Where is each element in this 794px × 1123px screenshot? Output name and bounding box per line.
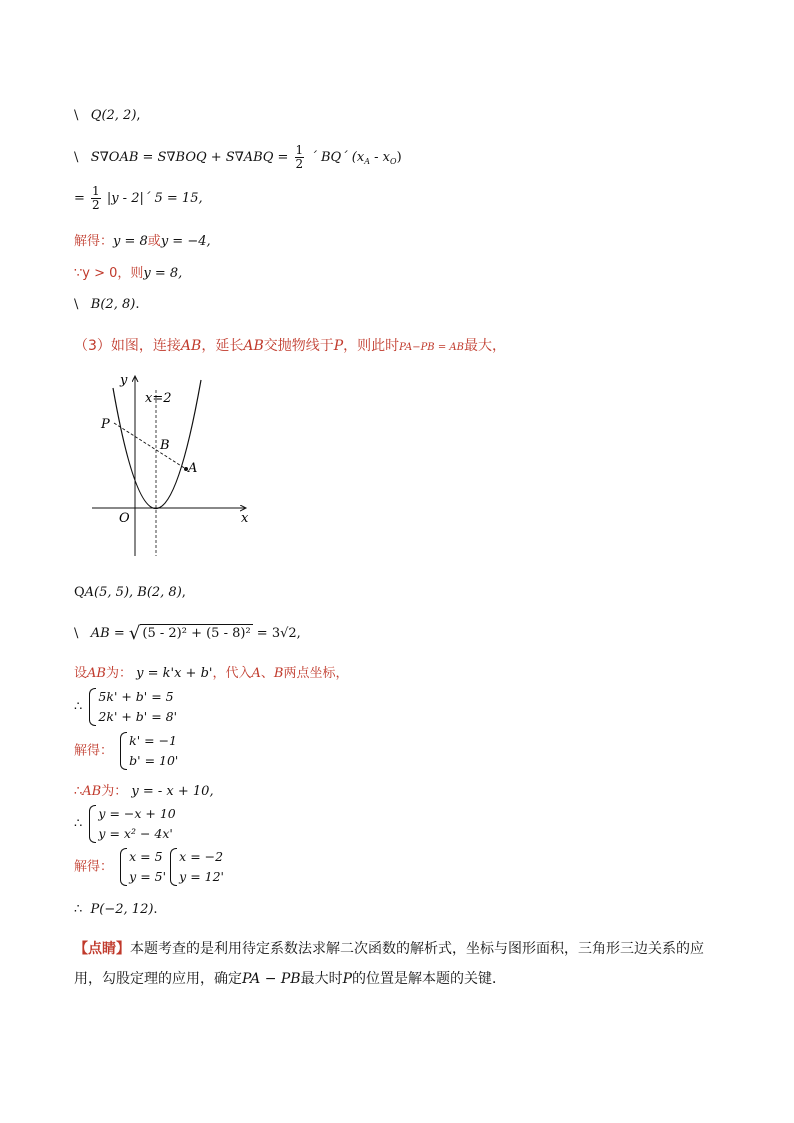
radicand: (5 - 2)² + (5 - 8)² [142,626,251,641]
fraction-half: $\frac{1}{2}$ [92,184,100,212]
equals: = [74,191,85,206]
line-solve-y [74,230,211,249]
b-expr: B(2, 8) [90,297,136,312]
line-solve-xy [74,847,224,887]
line-q-point [74,108,141,123]
area-rhs: ´ BQ´ (x [310,150,365,165]
or-word: 或 [147,234,161,249]
sub-a: A [364,157,370,166]
line-part3: （3）如图，连接AB，延长AB交抛物线于P，则此时PA−PB = AB最大， [74,338,506,354]
line-b-point [74,297,139,312]
part-number: （3） [74,338,111,354]
label-a: A [188,461,198,476]
backslash-mark: \ [74,626,79,641]
tail: . [153,902,158,917]
line-ab-length [74,623,301,644]
line-system-1 [74,687,177,727]
parabola-figure [88,368,258,560]
label-b: B [160,438,170,453]
ab-equation: y = - x + 10, [131,784,214,799]
ab-lhs: AB = [90,626,125,641]
solution-2: x = −2 y = 12' [170,847,224,887]
backslash-mark: \ [74,108,79,123]
p-expr: P(−2, 12) [90,902,154,917]
because-text: ∵y > 0，则 [74,266,144,281]
label-p: P [101,417,110,432]
line-y-positive [74,262,182,281]
line-area-sum [74,144,402,171]
line-set-ab: 设AB为： y = k'x + b'，代入A、B两点坐标， [74,666,349,681]
y-result: y = 8, [143,266,183,281]
close-paren: ) [396,150,402,165]
backslash-mark: \ [74,297,79,312]
solution-1: x = 5 y = 5' [120,847,166,887]
label-x: x [241,511,249,526]
solve-label: 解得： [74,859,114,875]
line-solve-k [74,731,178,771]
solve-label: 解得： [74,234,114,249]
solution-system: k' = −1 b' = 10' [120,731,178,771]
sqrt-sign: √ [128,623,141,644]
linear-eq: y = k'x + b' [136,666,213,681]
area-value: |y - 2|´ 5 = 15, [106,191,203,206]
ab-rhs: = 3√2, [256,626,301,641]
fraction-half: $\frac{1}{2}$ [295,143,304,171]
sub-o: O [390,157,397,166]
sol-a: y = 8 [113,234,148,249]
label-line: x=2 [145,391,172,406]
comment-paragraph: 【点睛】本题考查的是利用待定系数法求解二次函数的解析式，坐标与图形面积，三角形三边关系的应用，勾股定理的应用，确定PA − PB最大时P的位置是解本题的关键． [74,941,704,987]
tail: , [181,585,186,600]
solve-label: 解得： [74,743,114,759]
backslash-mark: \ [74,150,79,165]
area-mid: - x [370,150,390,165]
equation-system: y = −x + 10 y = x² − 4x' [89,804,175,844]
area-lhs: S∇OAB = S∇BOQ + S∇ABQ = [90,150,289,165]
label-y: y [120,373,128,388]
tail: . [135,297,140,312]
label-origin: O [119,511,130,526]
line-ab-eq: ∴AB为： y = - x + 10, [74,784,214,799]
comment-tag: 【点睛】 [74,941,130,957]
line-area-value [74,185,203,212]
therefore-mark: ∴ [74,699,83,715]
q-expr: Q(2, 2) [90,108,137,123]
line-system-2 [74,804,176,844]
equation-system: 5k' + b' = 5 2k' + b' = 8' [89,687,177,727]
therefore-mark: ∴ [74,902,83,917]
sol-b: y = −4, [160,234,211,249]
therefore-mark: ∴ [74,816,83,832]
line-ab-points [74,585,186,600]
line-p-point [74,902,158,917]
ab-points: A(5, 5), B(2, 8) [84,585,182,600]
q-mark: Q [74,585,85,600]
tail: , [136,108,141,123]
